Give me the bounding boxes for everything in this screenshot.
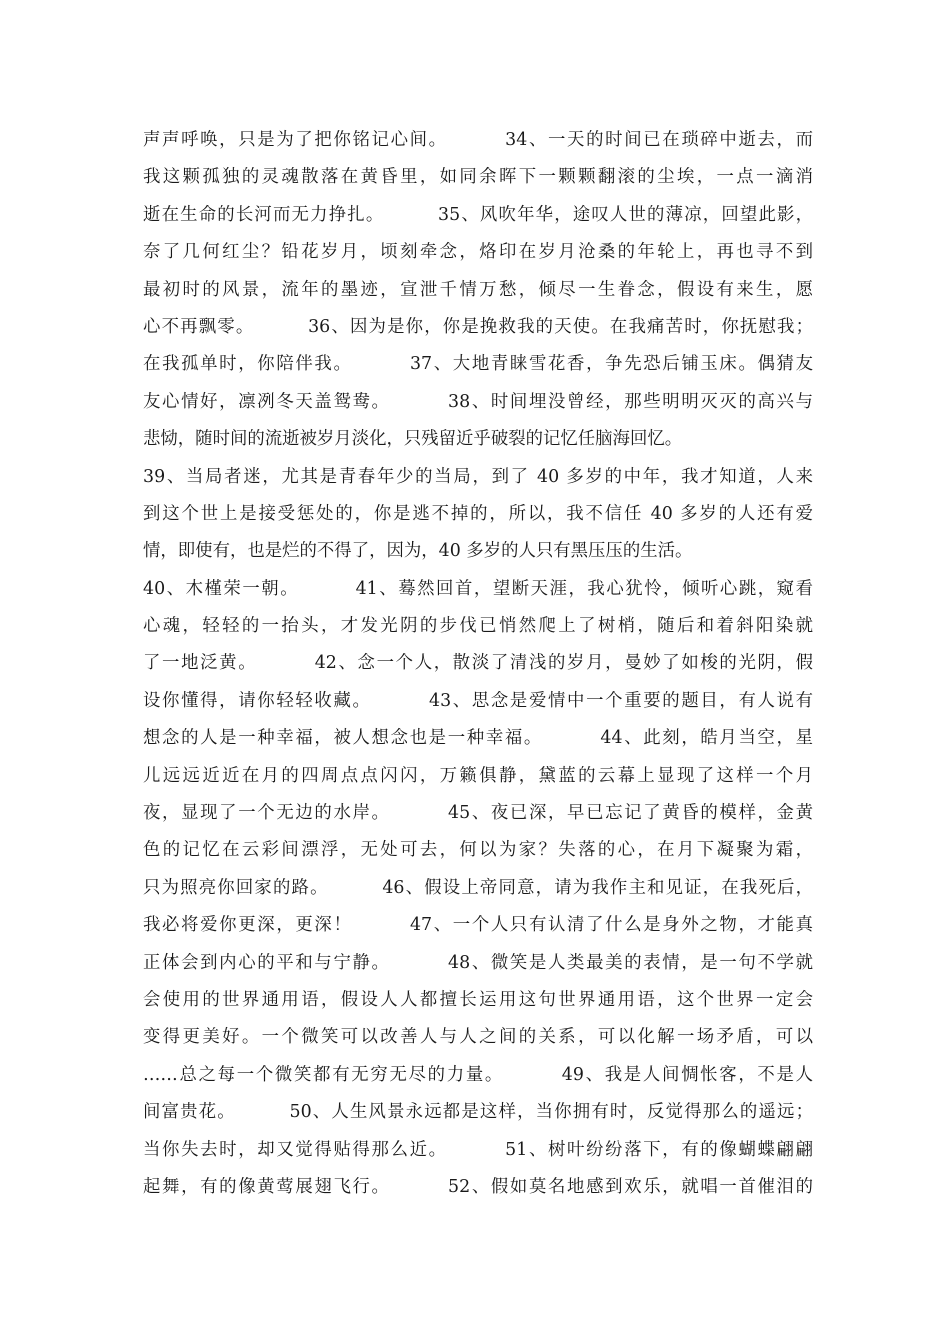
text-line: 心不再飘零。 36、因为是你，你是挽救我的天使。在我痛苦时，你抚慰我； [143, 316, 813, 337]
text-line: 我必将爱你更深，更深！ 47、一个人只有认清了什么是身外之物，才能真 [143, 915, 813, 936]
text-line: 到这个世上是接受惩处的，你是逃不掉的，所以，我不信任 40 多岁的人还有爱 [143, 503, 813, 524]
text-line: 悲恸，随时间的流逝被岁月淡化，只残留近乎破裂的记忆任脑海回忆。 [143, 429, 683, 450]
text-line: 会使用的世界通用语，假设人人都擅长运用这句世界通用语，这个世界一定会 [143, 989, 813, 1010]
text-line: 正体会到内心的平和与宁静。 48、微笑是人类最美的表情，是一句不学就 [143, 952, 813, 973]
text-line: 间富贵花。 50、人生风景永远都是这样，当你拥有时，反觉得那么的遥远； [143, 1102, 813, 1123]
text-line: 只为照亮你回家的路。 46、假设上帝同意，请为我作主和见证，在我死后， [143, 877, 813, 898]
text-line: 情，即使有，也是烂的不得了，因为，40 多岁的人只有黑压压的生活。 [143, 541, 693, 562]
text-line: 逝在生命的长河而无力挣扎。 35、风吹年华，途叹人世的薄凉，回望此影， [143, 204, 813, 225]
text-line: 友心情好，凛冽冬天盖鸳鸯。 38、时间埋没曾经，那些明明灭灭的高兴与 [143, 391, 813, 412]
text-line: 40、木槿荣一朝。 41、蓦然回首，望断天涯，我心犹怜，倾听心跳，窥看 [143, 578, 813, 599]
text-line: 39、当局者迷，尤其是青春年少的当局，到了 40 多岁的中年，我才知道，人来 [143, 466, 813, 487]
text-line: 夜，显现了一个无边的水岸。 45、夜已深，早已忘记了黄昏的模样，金黄 [143, 803, 813, 824]
text-line: 声声呼唤，只是为了把你铭记心间。 34、一天的时间已在琐碎中逝去，而 [143, 130, 813, 150]
text-line: 变得更美好。一个微笑可以改善人与人之间的关系，可以化解一场矛盾，可以 [143, 1027, 813, 1048]
body-text [143, 122, 813, 1206]
text-line: 我这颗孤独的灵魂散落在黄昏里，如同余晖下一颗颗翻滚的尘埃，一点一滴消 [143, 167, 813, 188]
text-line: 想念的人是一种幸福，被人想念也是一种幸福。 44、此刻，皓月当空，星 [143, 728, 813, 749]
text-line: 儿远远近近在月的四周点点闪闪，万籁俱静，黛蓝的云幕上显现了这样一个月 [143, 765, 813, 786]
text-line: 奈了几何红尘？铅花岁月，顷刻牵念，烙印在岁月沧桑的年轮上，再也寻不到 [143, 242, 813, 263]
text-line: 设你懂得，请你轻轻收藏。 43、思念是爱情中一个重要的题目，有人说有 [143, 690, 813, 711]
text-line: 在我孤单时，你陪伴我。 37、大地青睐雪花香，争先恐后铺玉床。偶猜友 [143, 354, 813, 375]
text-line: 色的记忆在云彩间漂浮，无处可去，何以为家？失落的心，在月下凝聚为霜， [143, 840, 813, 861]
text-line: 起舞，有的像黄莺展翅飞行。 52、假如莫名地感到欢乐，就唱一首催泪的 [143, 1176, 813, 1197]
text-line: ……总之每一个微笑都有无穷无尽的力量。 49、我是人间惆怅客，不是人 [143, 1064, 813, 1085]
text-line: 心魂，轻轻的一抬头，才发光阴的步伐已悄然爬上了树梢，随后和着斜阳染就 [143, 616, 813, 637]
text-line: 最初时的风景，流年的墨迹，宣泄千情万愁，倾尽一生眷念，假设有来生，愿 [143, 279, 813, 300]
text-line: 了一地泛黄。 42、念一个人，散淡了清浅的岁月，曼妙了如梭的光阴，假 [143, 653, 813, 674]
text-line: 当你失去时，却又觉得贴得那么近。 51、树叶纷纷落下，有的像蝴蝶翩翩 [143, 1139, 813, 1160]
